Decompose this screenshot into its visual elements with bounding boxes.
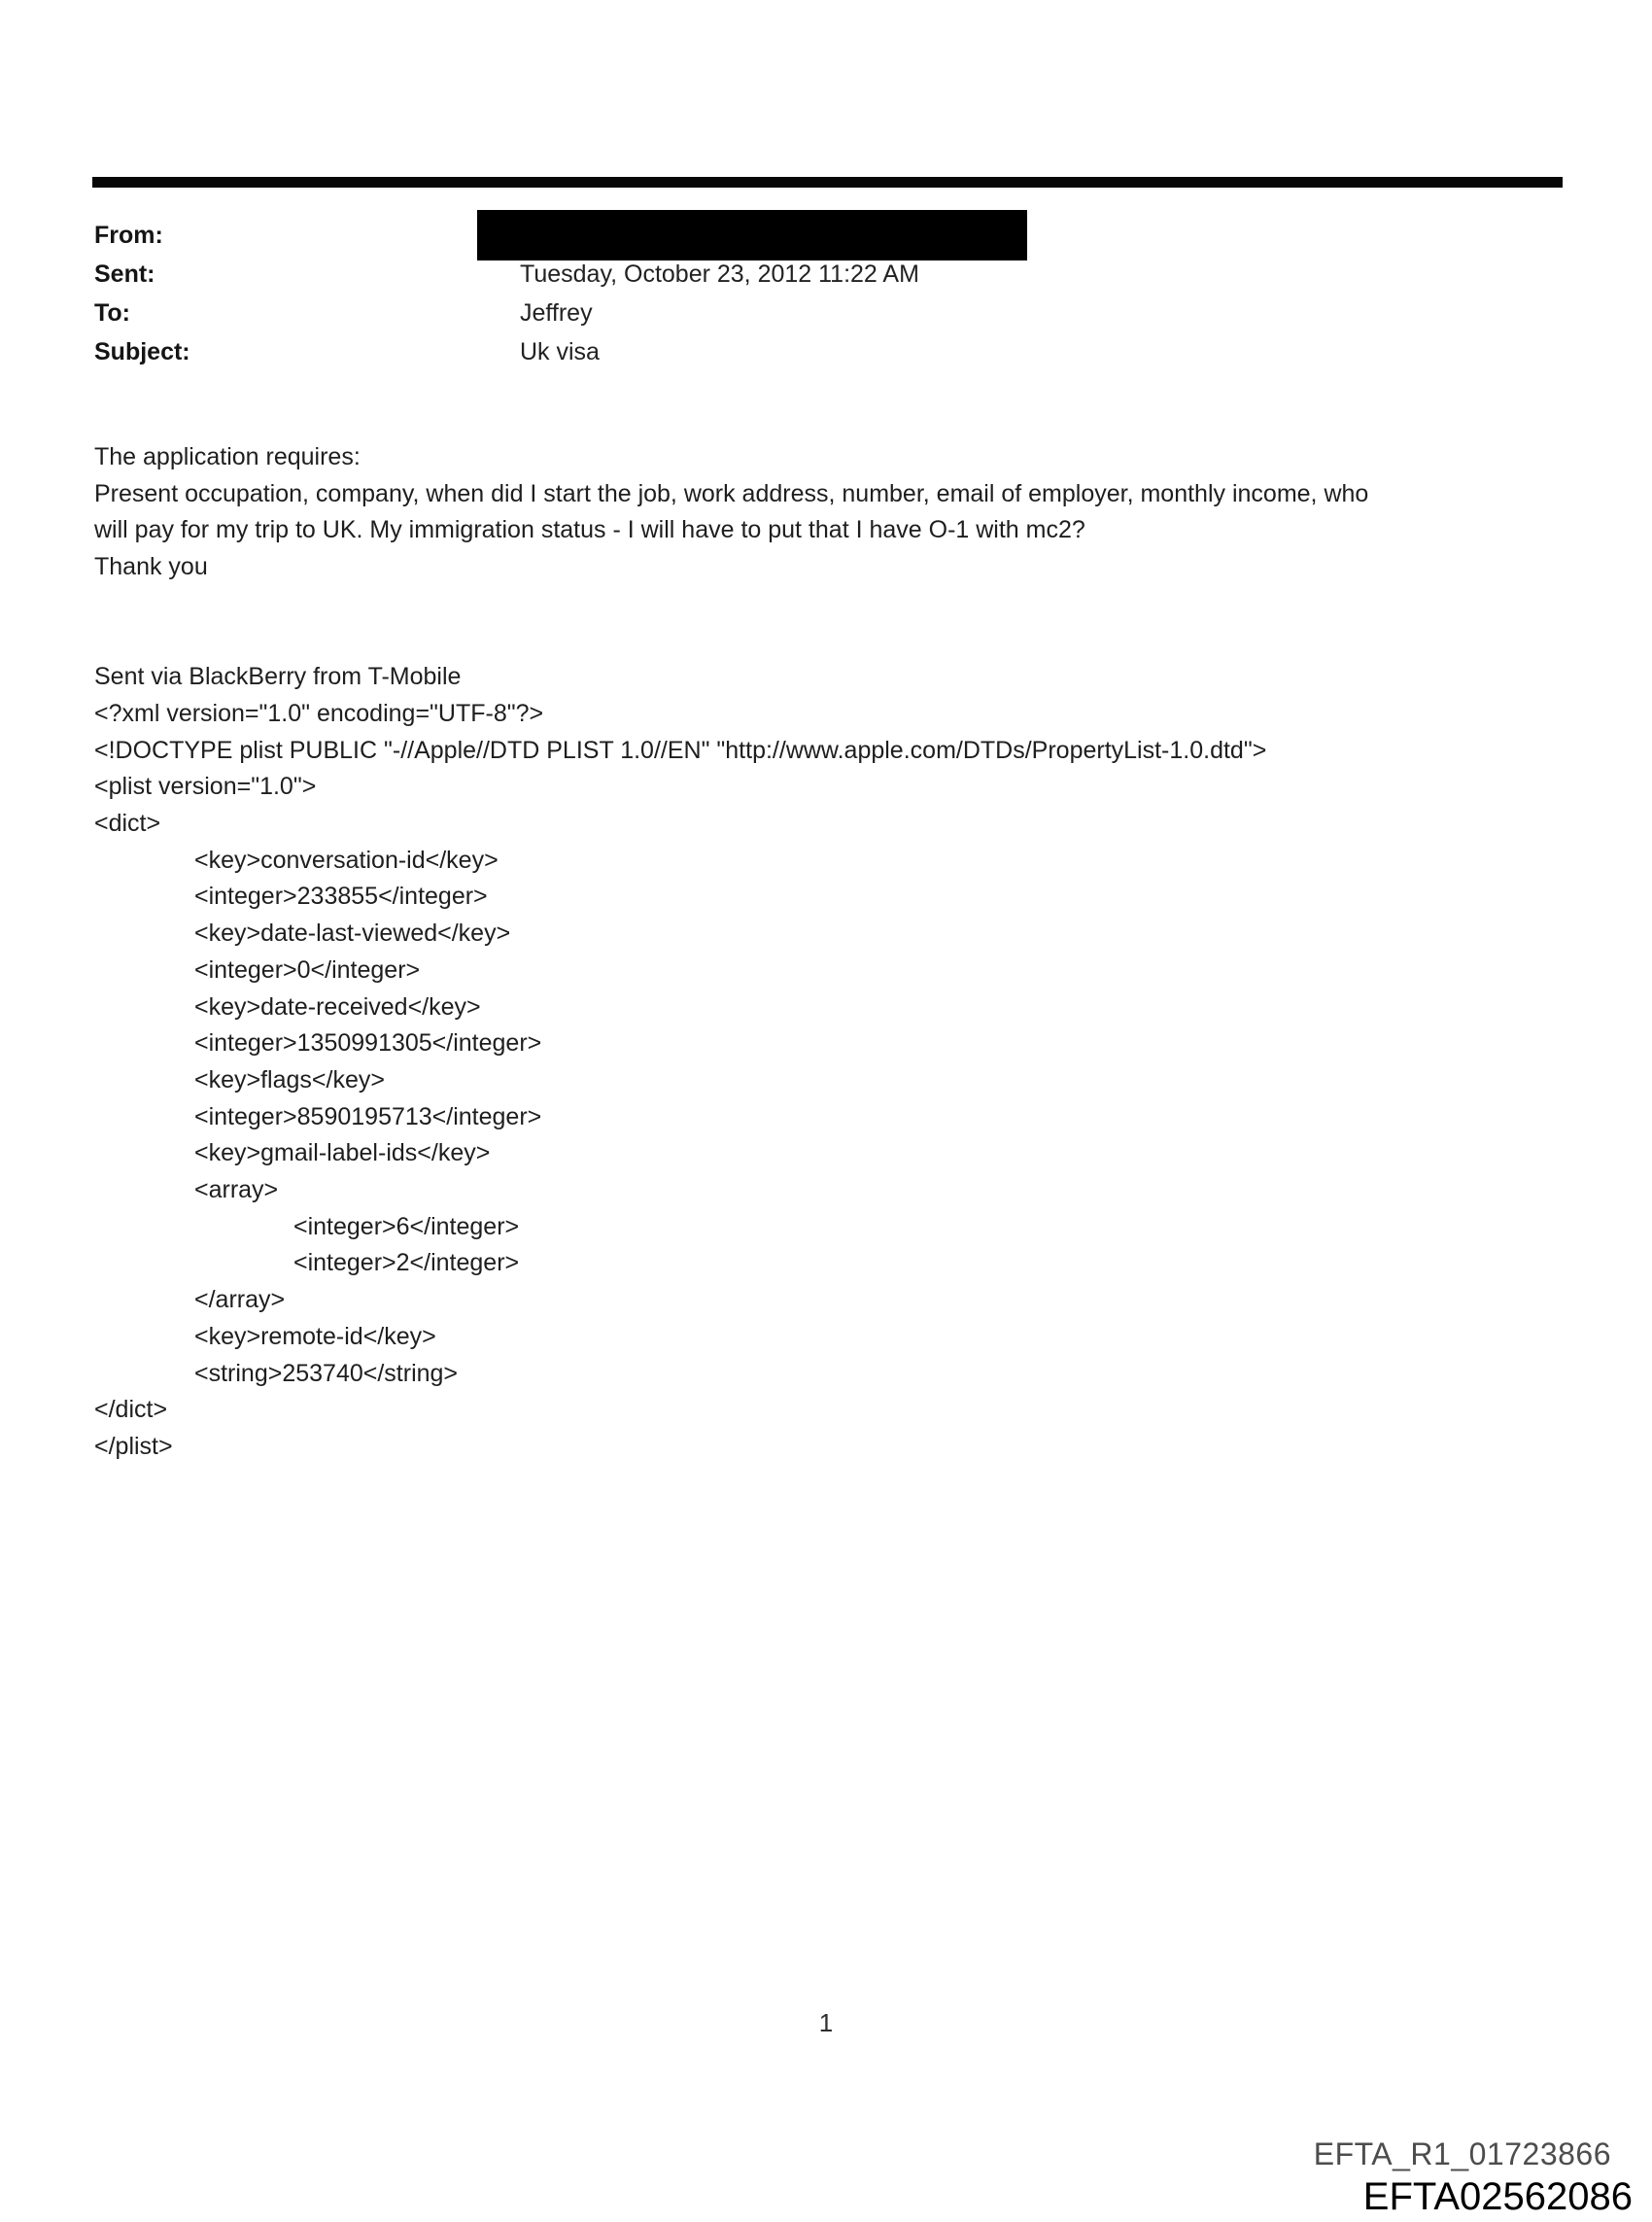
- body-line: Thank you: [94, 553, 208, 581]
- header-divider-rule: [92, 177, 1563, 188]
- xml-line: <integer>0</integer>: [194, 955, 421, 984]
- blank-line: [94, 586, 1567, 623]
- xml-line: <key>conversation-id</key>: [194, 846, 499, 874]
- xml-line: <dict>: [94, 810, 161, 837]
- xml-line: <key>gmail-label-ids</key>: [194, 1139, 491, 1167]
- xml-line: <integer>6</integer>: [293, 1212, 520, 1240]
- body-line: Present occupation, company, when did I start the job, work address, number, email of employer, monthly income, who: [94, 479, 1369, 507]
- xml-line: <plist version="1.0">: [94, 773, 317, 801]
- xml-line: <key>remote-id</key>: [194, 1322, 436, 1350]
- bates-number: EFTA02562086: [1362, 2175, 1633, 2218]
- field-label-to: To:: [94, 299, 131, 327]
- email-body: [94, 439, 1567, 1466]
- field-value-to: Jeffrey: [520, 299, 593, 327]
- xml-line: <key>date-last-viewed</key>: [194, 920, 511, 948]
- xml-line: <array>: [194, 1176, 279, 1204]
- xml-line: <key>date-received</key>: [194, 992, 481, 1021]
- xml-line: <integer>233855</integer>: [194, 883, 488, 911]
- field-value-sent: Tuesday, October 23, 2012 11:22 AM: [520, 260, 919, 288]
- redaction-box: [477, 210, 1027, 260]
- blank-line: [94, 623, 1567, 660]
- field-label-from: From:: [94, 222, 163, 249]
- field-label-subject: Subject:: [94, 338, 190, 365]
- xml-line: <key>flags</key>: [194, 1065, 385, 1094]
- field-label-sent: Sent:: [94, 260, 155, 288]
- xml-line: </array>: [194, 1286, 286, 1314]
- body-line: The application requires:: [94, 443, 361, 470]
- xml-line: <?xml version="1.0" encoding="UTF-8"?>: [94, 699, 544, 727]
- field-value-subject: Uk visa: [520, 338, 600, 365]
- xml-line: </plist>: [94, 1432, 173, 1460]
- xml-line: <!DOCTYPE plist PUBLIC "-//Apple//DTD PLIST 1.0//EN" "http://www.apple.com/DTDs/PropertyList-1.0.dtd">: [94, 736, 1267, 764]
- xml-line: </dict>: [94, 1396, 168, 1424]
- signature-line: Sent via BlackBerry from T-Mobile: [94, 663, 462, 691]
- bates-number-production: EFTA_R1_01723866: [1313, 2136, 1611, 2171]
- xml-line: <integer>1350991305</integer>: [194, 1029, 542, 1058]
- page-number: 1: [818, 2008, 834, 2037]
- body-line: will pay for my trip to UK. My immigration status - I will have to put that I have O-1 with mc2?: [94, 516, 1085, 544]
- xml-line: <string>253740</string>: [194, 1359, 459, 1387]
- xml-line: <integer>8590195713</integer>: [194, 1102, 542, 1130]
- xml-line: <integer>2</integer>: [293, 1249, 520, 1277]
